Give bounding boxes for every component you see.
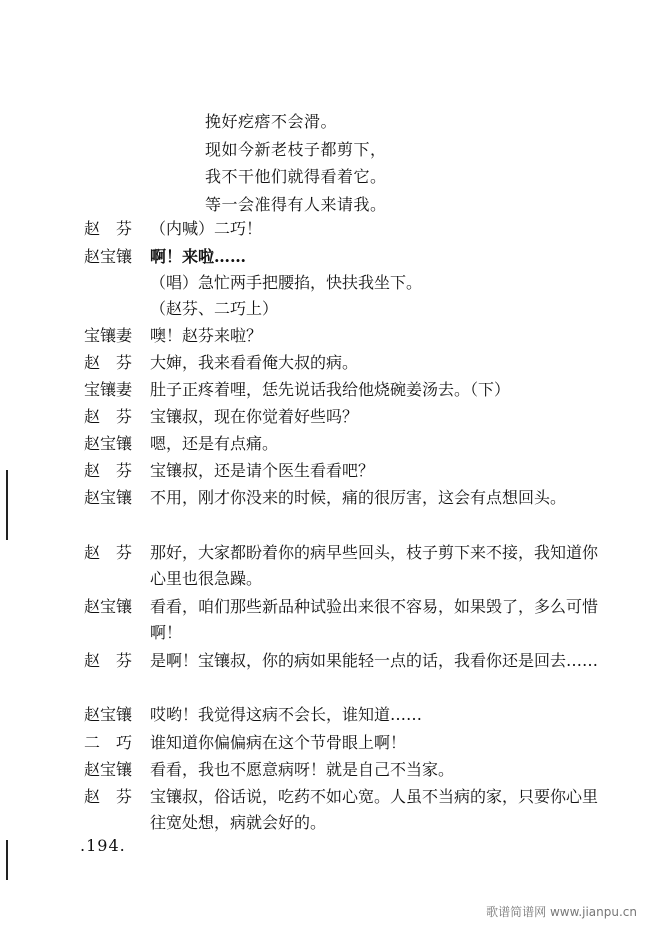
line-text: 大婶，我来看看俺大叔的病。 [150,353,359,372]
line-text: 宝镶叔，俗话说，吃药不如心宽。人虽不当病的家，只要你心里往宽处想，病就会好的。 [150,787,599,832]
speaker-name [84,270,150,296]
dialogue-line [84,702,604,728]
dialogue-line [84,431,604,457]
verse-line: 现如今新老枝子都剪下， [205,140,387,159]
line-text: （内喊）二巧！ [150,219,263,238]
dialogue-line [84,757,604,783]
speaker-name: 赵宝镶 [84,488,133,507]
dialogue-line [84,730,604,756]
dialogue-line [84,244,604,270]
speaker-name: 赵 芬 [84,407,133,426]
line-text: 不用，刚才你没来的时候，痛的很厉害，这会有点想回头。 [150,488,567,507]
line-text: 是啊！宝镶叔，你的病如果能轻一点的话，我看你还是回去…… [150,651,599,670]
speaker-name: 赵 芬 [84,543,133,562]
scan-edge-mark [6,840,8,880]
line-text: 宝镶叔，现在你觉着好些吗？ [150,407,359,426]
dialogue-line [84,377,604,403]
line-text: 看看，咱们那些新品种试验出来很不容易，如果毁了，多么可惜啊！ [150,597,599,642]
line-text: 嗯，还是有点痛。 [150,434,279,453]
line-text: （赵芬、二巧上） [150,299,279,318]
line-text: 噢！赵芬来啦？ [150,326,263,345]
verse-line: 等一会准得有人来请我。 [205,195,387,214]
dialogue-line [84,216,604,242]
verse-line: 我不干他们就得看着它。 [205,167,387,186]
dialogue-line [84,270,604,296]
line-text: 肚子正疼着哩，恁先说话我给他烧碗姜汤去。（下） [150,380,511,399]
speaker-name: 赵 芬 [84,353,133,372]
line-text: 啊！来啦…… [150,247,247,266]
dialogue-line [84,350,604,376]
dialogue-line [84,784,604,836]
speaker-name: 赵 芬 [84,651,133,670]
speaker-name: 宝镶妻 [84,326,133,345]
dialogue-line [84,594,604,646]
line-text: 谁知道你偏偏病在这个节骨眼上啊！ [150,733,407,752]
speaker-name [84,296,150,322]
dialogue-line [84,648,604,674]
speaker-name: 赵宝镶 [84,434,133,453]
dialogue-line [84,485,604,511]
speaker-name: 赵宝镶 [84,705,133,724]
page-number: .194. [80,836,126,855]
dialogue-line [84,540,604,592]
line-text: 宝镶叔，还是请个医生看看吧？ [150,461,375,480]
speaker-name: 宝镶妻 [84,380,133,399]
dialogue-line [84,323,604,349]
speaker-name: 赵宝镶 [84,597,133,616]
speaker-name: 赵宝镶 [84,760,133,779]
dialogue-line [84,458,604,484]
speaker-name: 赵 芬 [84,461,133,480]
dialogue-line [84,404,604,430]
speaker-name: 赵宝镶 [84,247,133,266]
speaker-name: 赵 芬 [84,787,133,806]
dialogue-line [84,296,604,322]
line-text: 哎哟！我觉得这病不会长，谁知道…… [150,705,423,724]
watermark: 歌谱简谱网 www.jianpu.cn [486,905,637,919]
speaker-name: 赵 芬 [84,219,133,238]
scan-edge-mark [6,470,8,540]
verse-line: 挽好疙瘩不会滑。 [205,112,338,131]
speaker-name: 二 巧 [84,733,133,752]
line-text: 看看，我也不愿意病呀！就是自己不当家。 [150,760,455,779]
line-text: 那好，大家都盼着你的病早些回头，枝子剪下来不接，我知道你心里也很急躁。 [150,543,599,588]
line-text: （唱）急忙两手把腰掐，快扶我坐下。 [150,273,423,292]
